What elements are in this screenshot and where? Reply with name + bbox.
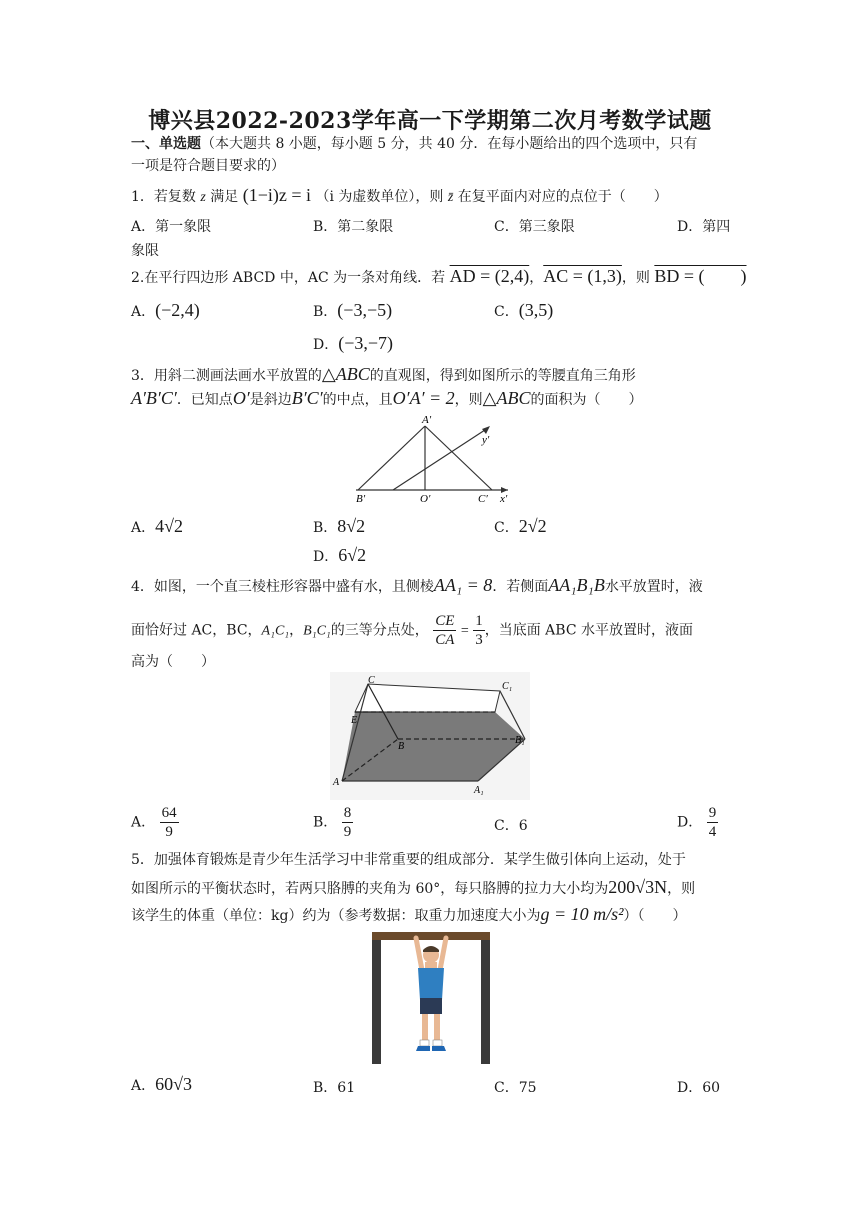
q5-text-1: 如图所示的平衡状态时，若两只胳膊的夹角为 60°，每只胳膊的拉力大小均为 — [131, 881, 609, 897]
q4-option-b-frac — [342, 804, 354, 841]
right-leg — [434, 1014, 440, 1040]
q3-text-4: 是斜边 — [249, 392, 292, 408]
label-e: E — [351, 715, 358, 726]
q3-text-6: ，则 — [454, 392, 483, 408]
q1-text-a: 满足 — [210, 189, 239, 205]
q1-option-c[interactable]: C．第三象限 — [494, 219, 575, 235]
q4-text-6: ，当底面 ABC 水平放置时，液面 — [484, 622, 694, 639]
right-arm — [440, 938, 446, 970]
q4-option-b[interactable] — [313, 804, 353, 841]
q4-b1c1: B₁C₁ — [303, 623, 331, 639]
q4-eq: = — [460, 623, 469, 639]
q3-option-c[interactable] — [494, 516, 547, 537]
q5-text-3: 该学生的体重（单位：kg）约为（参考数据：取重力加速度大小为 — [131, 908, 541, 924]
section-heading — [131, 134, 697, 154]
q3-text-5: 的中点，且 — [322, 392, 393, 408]
left-shoe — [416, 1046, 430, 1051]
q2-option-c[interactable] — [494, 300, 553, 321]
q3-option-b-value: 8√2 — [337, 516, 366, 536]
q4-option-d-label: D． — [677, 814, 703, 831]
q4-a1c1: A₁C₁ — [261, 623, 290, 639]
q3-figure — [348, 412, 518, 504]
q5-figure — [368, 928, 494, 1064]
q3-option-a-label: A． — [131, 520, 156, 536]
q4-text-5: 的三等分点处， — [330, 622, 429, 639]
q1-option-a[interactable]: A．第一象限 — [131, 219, 212, 235]
q4-face: AA₁B₁B — [548, 575, 605, 595]
q4-option-a-label: A． — [131, 814, 156, 831]
q3-option-d-value: 6√2 — [338, 545, 367, 565]
q2-option-b[interactable] — [313, 300, 392, 321]
q2-option-c-value: (3,5) — [518, 300, 554, 320]
q3-option-a[interactable] — [131, 516, 183, 537]
q5-option-a[interactable] — [131, 1074, 192, 1095]
q3-oa: O′A′ = 2 — [392, 388, 455, 408]
label-c1: C₁ — [502, 681, 513, 692]
label-b1: B₁ — [515, 735, 525, 746]
q2-option-a-label: A． — [131, 304, 156, 320]
label-b: B′ — [356, 493, 366, 504]
q1-option-b[interactable]: B．第二象限 — [313, 219, 394, 235]
q4-aa1: AA₁ = 8 — [433, 575, 493, 595]
page-title: 博兴县2022-2023学年高一下学期第二次月考数学试题 — [148, 108, 712, 134]
label-a: A — [333, 777, 340, 788]
label-y: y′ — [482, 434, 490, 446]
q4-option-b-den: 9 — [343, 824, 352, 840]
q1-text-b: （i 为虚数单位），则 — [315, 189, 444, 205]
q4-text-2: ．若侧面 — [492, 579, 549, 595]
q2-bd: BD = ( ) — [654, 266, 747, 286]
q5-text-2: ，则 — [667, 881, 696, 897]
q2-text: 在平行四边形 ABCD 中，AC 为一条对角线．若 — [144, 270, 446, 286]
shirt — [418, 968, 444, 1000]
question-4-line1 — [131, 575, 703, 597]
left-leg — [422, 1014, 428, 1040]
question-3-line2 — [131, 388, 643, 410]
q5-option-c[interactable]: C．75 — [494, 1080, 537, 1096]
q5-text-4: ）（ ） — [623, 908, 687, 924]
edge-ba — [358, 426, 425, 490]
right-shoe — [432, 1046, 446, 1051]
q3-bc: B′C′ — [291, 388, 323, 408]
label-c: C — [368, 675, 375, 686]
q4-ratio-frac — [433, 612, 456, 649]
right-sock — [433, 1040, 442, 1046]
q3-option-a-value: 4√2 — [155, 516, 184, 536]
q2-option-b-value: (−3,−5) — [337, 300, 393, 320]
q1-zbar: z̄ — [447, 190, 454, 205]
q4-option-b-label: B． — [313, 814, 338, 831]
q4-text-3: 水平放置时，液 — [604, 579, 703, 595]
label-a: A′ — [422, 414, 432, 426]
question-3-line1 — [131, 364, 636, 386]
label-a1: A₁ — [474, 785, 484, 796]
label-x: x′ — [500, 493, 508, 504]
q3-option-b[interactable] — [313, 516, 365, 537]
q5-option-d[interactable]: D．60 — [677, 1080, 721, 1096]
left-arm — [416, 938, 422, 970]
q4-option-d-num: 9 — [708, 805, 717, 821]
q4-option-a-num: 64 — [161, 805, 177, 821]
q1-option-d-wrap: 象限 — [131, 243, 159, 259]
q2-bd-prefix: ，则 — [621, 270, 650, 286]
y-axis — [393, 428, 488, 490]
q1-num: 1．若复数 — [131, 189, 196, 205]
q2-num: 2. — [131, 270, 145, 286]
q3-text-1: 3．用斜二测画法画水平放置的 — [131, 368, 322, 384]
q5-force: 200√3N — [608, 877, 668, 897]
q3-tri: △ABC — [321, 364, 370, 384]
q2-option-c-label: C． — [494, 304, 519, 320]
q2-option-b-label: B． — [313, 304, 338, 320]
right-post — [481, 932, 490, 1064]
q4-option-a-frac — [160, 804, 179, 841]
q3-text-7: 的面积为（ ） — [530, 392, 643, 408]
q3-option-d-label: D． — [313, 549, 339, 565]
q4-three: 3 — [475, 632, 483, 648]
q4-option-c-value: 6 — [518, 818, 528, 834]
q3-text-3: ．已知点 — [176, 392, 233, 408]
q1-expr: (1−i)z = i — [242, 185, 312, 205]
left-sock — [420, 1040, 429, 1046]
shorts — [420, 998, 442, 1014]
question-2: 2.在平行四边形 ABCD 中，AC 为一条对角线．若 AD = (2,4)，AC = (1,3)，则 BD = ( ) — [131, 266, 747, 286]
q4-option-d-den: 4 — [708, 824, 717, 840]
q4-ca: CA — [435, 632, 455, 648]
q4-figure — [330, 672, 530, 800]
q3-tri-2: △ABC — [482, 388, 531, 408]
q3-option-c-value: 2√2 — [518, 516, 547, 536]
question-4-line2 — [131, 612, 693, 649]
hair — [423, 946, 439, 952]
question-1 — [131, 185, 668, 208]
q3-text-2: 的直观图，得到如图所示的等腰直角三角形 — [369, 368, 636, 384]
q4-option-d[interactable] — [677, 804, 718, 841]
q5-option-a-value: 60√3 — [155, 1074, 193, 1094]
q4-ce: CE — [435, 613, 455, 629]
q4-option-d-frac — [707, 804, 719, 841]
question-5-line3 — [131, 904, 687, 926]
neck — [425, 962, 437, 968]
y-axis-arrow — [482, 426, 490, 434]
q3-option-d[interactable] — [313, 545, 366, 566]
label-b: B — [398, 741, 405, 752]
q2-option-d[interactable] — [313, 333, 393, 354]
label-c: C′ — [478, 493, 488, 504]
q2-option-a[interactable] — [131, 300, 200, 321]
section-label: 一、单选题 — [131, 136, 201, 152]
q4-text-4: 面恰好过 AC，BC， — [131, 622, 262, 639]
q4-third-frac — [473, 612, 485, 649]
q2-ad: AD = (2,4) — [449, 266, 530, 286]
q5-option-a-label: A． — [131, 1078, 156, 1094]
question-5-line1: 5．加强体育锻炼是青少年生活学习中非常重要的组成部分．某学生做引体向上运动，处于 — [131, 852, 686, 868]
q3-option-c-label: C． — [494, 520, 519, 536]
section-desc-1: （本大题共 8 小题，每小题 5 分，共 40 分．在每小题给出的四个选项中，只有 — [201, 136, 698, 152]
q4-option-c-label: C． — [494, 818, 519, 834]
q2-option-a-value: (−2,4) — [155, 300, 200, 320]
q2-option-d-value: (−3,−7) — [338, 333, 394, 353]
q5-option-b[interactable]: B．61 — [313, 1080, 356, 1096]
bar — [372, 932, 490, 940]
var-z: z — [200, 190, 206, 205]
q4-option-b-num: 8 — [343, 805, 352, 821]
q4-one: 1 — [475, 613, 483, 629]
q2-option-d-label: D． — [313, 337, 339, 353]
q4-text-1: 4．如图，一个直三棱柱形容器中盛有水，且侧棱 — [131, 579, 434, 595]
q2-ac: AC = (1,3) — [543, 266, 622, 286]
label-o: O′ — [420, 493, 431, 504]
left-post — [372, 932, 381, 1064]
section-desc-2: 一项是符合题目要求的） — [131, 158, 285, 174]
q4-option-a[interactable] — [131, 804, 179, 841]
question-4-line3: 高为（ ） — [131, 654, 215, 670]
q4-option-a-den: 9 — [165, 824, 173, 840]
q1-option-d[interactable]: D．第四 — [677, 219, 731, 235]
q1-text-c: 在复平面内对应的点位于（ ） — [457, 189, 668, 205]
q5-g: g = 10 m/s² — [540, 904, 624, 924]
q3-option-b-label: B． — [313, 520, 338, 536]
q3-tri-prime: A′B′C′ — [131, 388, 177, 408]
q4-option-c[interactable] — [494, 815, 528, 835]
q4-sep: ， — [289, 622, 304, 639]
question-5-line2 — [131, 877, 695, 899]
q3-o: O′ — [232, 388, 250, 408]
